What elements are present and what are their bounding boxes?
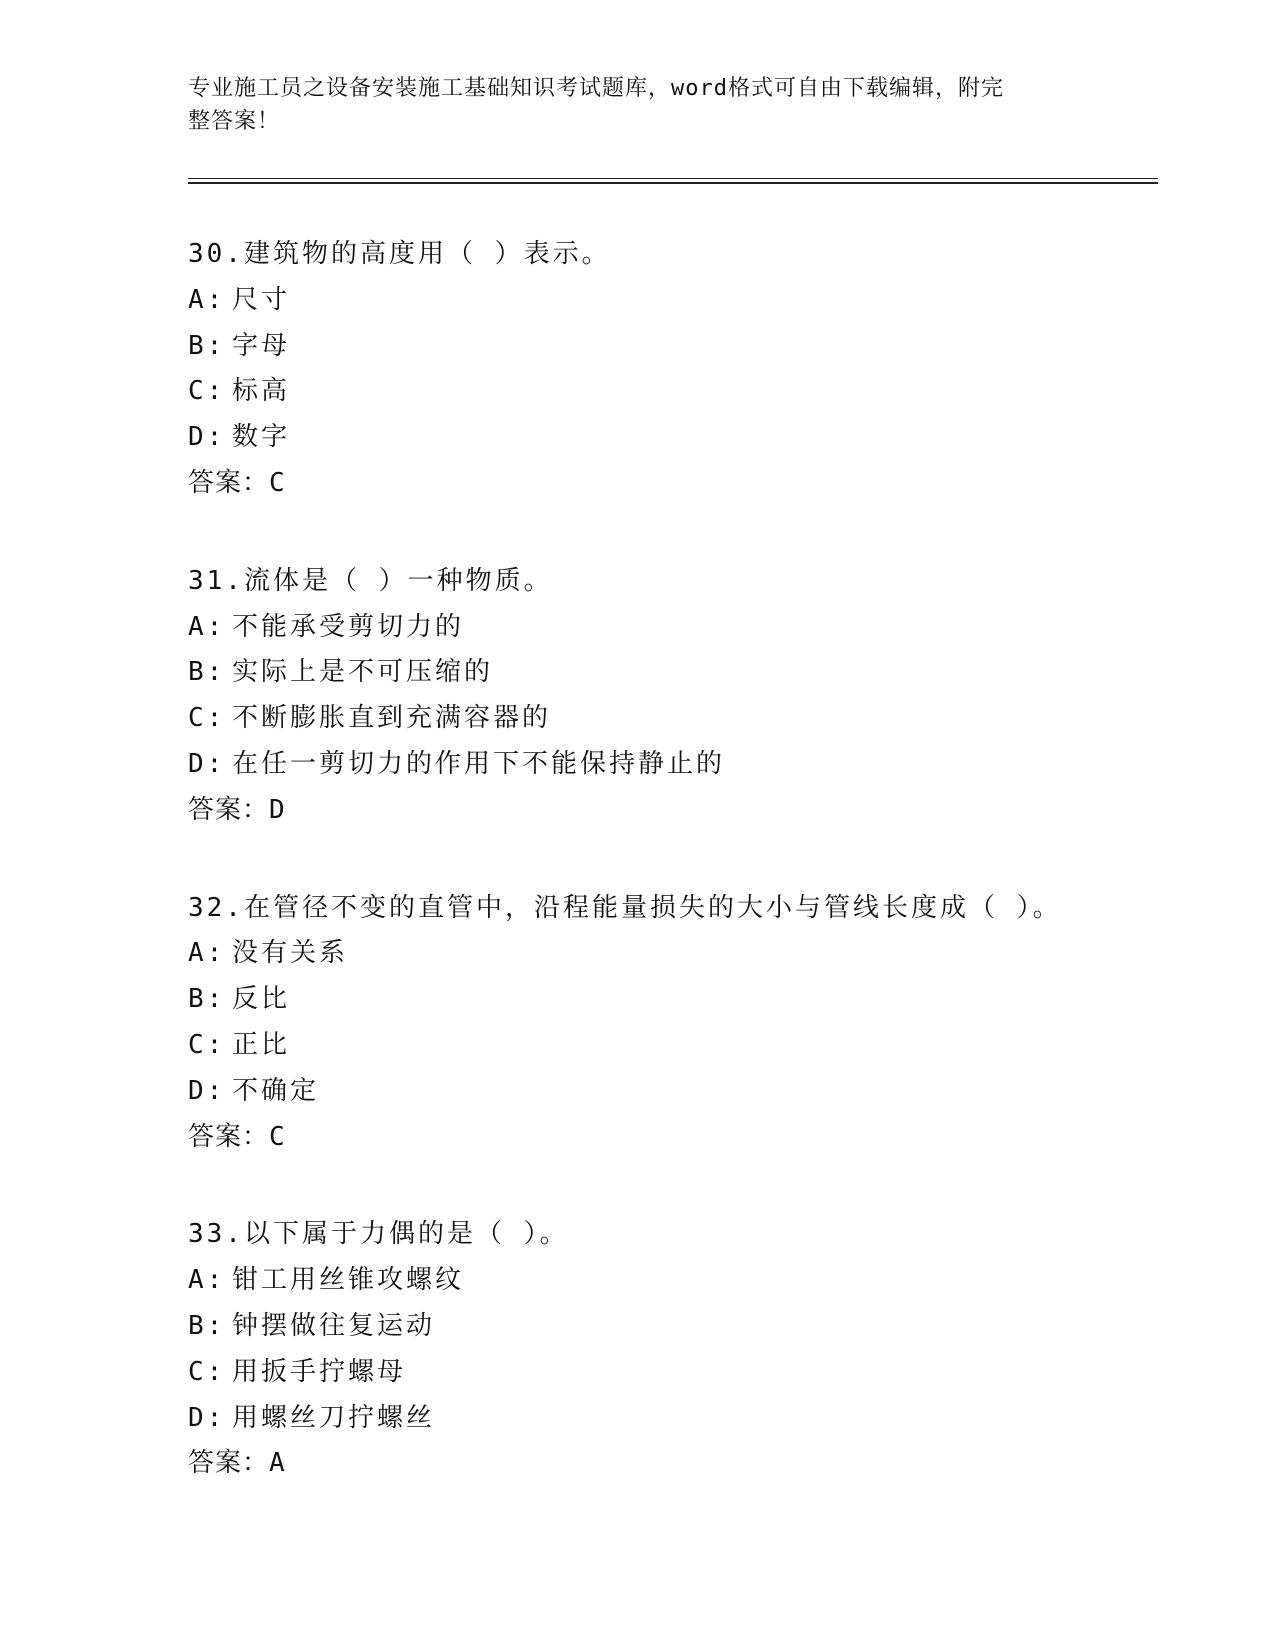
question-item: [188, 1212, 1188, 1487]
option-letter: B:: [188, 984, 226, 1015]
option-c: [188, 369, 1188, 415]
option-d: [188, 415, 1188, 461]
option-letter: A:: [188, 284, 226, 315]
option-letter: A:: [188, 938, 226, 969]
option-text: 正比: [232, 1029, 291, 1060]
option-d: [188, 1069, 1188, 1115]
option-letter: A:: [188, 611, 226, 642]
question-stem: [188, 886, 1188, 932]
option-letter: C:: [188, 1356, 226, 1387]
option-text: 数字: [232, 422, 291, 453]
answer-label: 答案：: [188, 467, 270, 498]
document-header: [188, 72, 1068, 138]
option-text: 不确定: [232, 1075, 320, 1106]
intro-line-2: 整答案！: [188, 109, 281, 134]
question-number: 33.: [188, 1219, 244, 1250]
question-stem: [188, 559, 1188, 605]
option-letter: D:: [188, 748, 226, 779]
option-text: 在任一剪切力的作用下不能保持静止的: [232, 748, 726, 779]
option-b: [188, 650, 1188, 696]
answer-line: [188, 1441, 1188, 1487]
option-a: [188, 931, 1188, 977]
option-c: [188, 1023, 1188, 1069]
option-c: [188, 696, 1188, 742]
question-item: [188, 886, 1188, 1161]
question-item: [188, 232, 1188, 507]
option-text: 没有关系: [232, 938, 349, 969]
answer-value: C: [269, 1121, 286, 1152]
option-text: 标高: [232, 376, 291, 407]
option-text: 钟摆做往复运动: [232, 1310, 436, 1341]
option-letter: D:: [188, 1402, 226, 1433]
option-text: 实际上是不可压缩的: [232, 657, 494, 688]
answer-label: 答案：: [188, 794, 270, 825]
option-text: 用扳手拧螺母: [232, 1356, 407, 1387]
answer-line: [188, 788, 1188, 834]
option-letter: B:: [188, 330, 226, 361]
question-number: 31.: [188, 565, 244, 596]
question-list: [188, 232, 1188, 1539]
option-letter: C:: [188, 1029, 226, 1060]
answer-line: [188, 461, 1188, 507]
option-text: 不断膨胀直到充满容器的: [232, 703, 552, 734]
option-text: 用螺丝刀拧螺丝: [232, 1402, 436, 1433]
question-text: 建筑物的高度用（ ）表示。: [243, 239, 611, 269]
header-divider-top: [188, 178, 1158, 179]
answer-line: [188, 1115, 1188, 1161]
option-letter: B:: [188, 657, 226, 688]
intro-line-1: 专业施工员之设备安装施工基础知识考试题库，word格式可自由下载编辑，附完: [188, 76, 1004, 101]
option-text: 尺寸: [232, 284, 291, 315]
option-text: 不能承受剪切力的: [232, 611, 465, 642]
option-d: [188, 1396, 1188, 1442]
option-text: 钳工用丝锥攻螺纹: [232, 1265, 465, 1296]
question-stem: [188, 232, 1188, 278]
option-letter: C:: [188, 376, 226, 407]
answer-value: C: [269, 467, 286, 498]
option-letter: A:: [188, 1265, 226, 1296]
option-a: [188, 1258, 1188, 1304]
question-number: 30.: [188, 239, 244, 269]
option-letter: D:: [188, 422, 226, 453]
option-letter: B:: [188, 1310, 226, 1341]
option-b: [188, 1304, 1188, 1350]
question-stem: [188, 1212, 1188, 1258]
option-a: [188, 278, 1188, 324]
option-b: [188, 324, 1188, 370]
option-text: 反比: [232, 984, 291, 1015]
answer-value: D: [269, 794, 286, 825]
header-divider-bottom: [188, 182, 1158, 184]
option-letter: C:: [188, 703, 226, 734]
answer-value: A: [269, 1448, 286, 1479]
question-text: 在管径不变的直管中，沿程能量损失的大小与管线长度成（ ）。: [243, 892, 1062, 923]
option-text: 字母: [232, 330, 291, 361]
answer-label: 答案：: [188, 1121, 270, 1152]
question-number: 32.: [188, 892, 244, 923]
option-d: [188, 742, 1188, 788]
question-item: [188, 559, 1188, 834]
question-text: 以下属于力偶的是（ ）。: [243, 1219, 569, 1250]
option-b: [188, 977, 1188, 1023]
answer-label: 答案：: [188, 1448, 270, 1479]
option-letter: D:: [188, 1075, 226, 1106]
question-text: 流体是（ ）一种物质。: [243, 565, 553, 596]
option-c: [188, 1350, 1188, 1396]
option-a: [188, 605, 1188, 651]
